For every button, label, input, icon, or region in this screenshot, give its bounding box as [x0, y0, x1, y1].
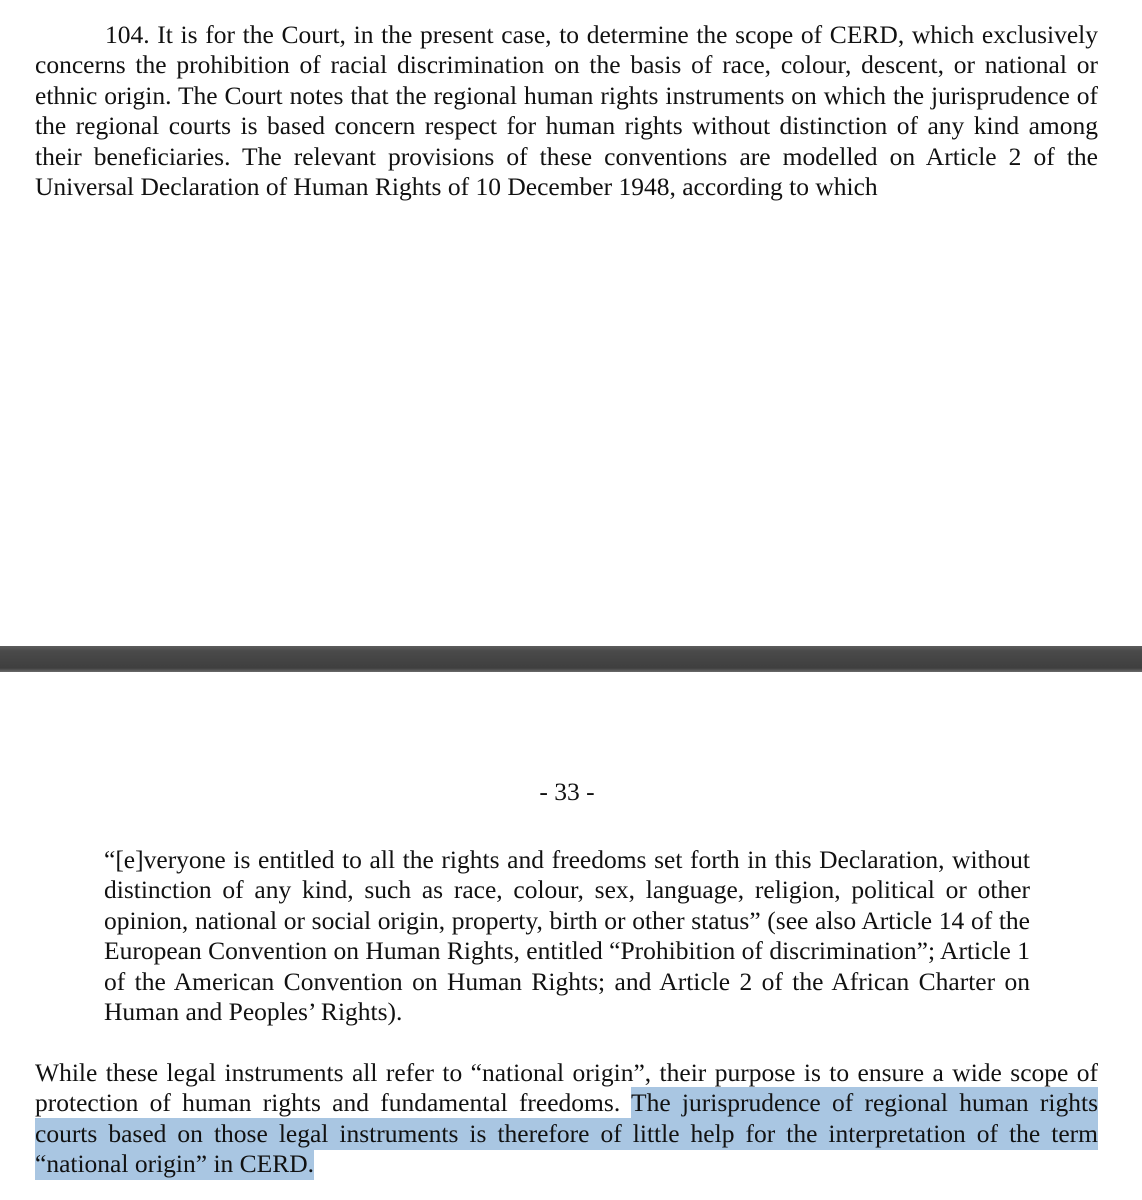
paragraph-104: 104. It is for the Court, in the present case, to determine the scope of CERD, which exclusively concerns the prohibition of racial discrimination on the basis of race, colour, descent, or national or ethnic origin. The Court notes that the regional human rights instruments on which the jurisprudence of the regional courts is based concern respect for human rights without distinction of any kind among their beneficiaries. The relevant provisions of these conventions are modelled on Article 2 of the Universal Declaration of Human Rights of 10 December 1948, according to which: [35, 20, 1098, 202]
following-paragraph: [35, 1058, 1098, 1180]
following-paragraph-text: While these legal instruments all refer to “national origin”, their purpose is to ensure a wide scope of protection of human rights and fundamental freedoms.: [35, 1058, 1098, 1118]
declaration-quotation: “[e]veryone is entitled to all the rights and freedoms set forth in this Declaration, without distinction of any kind, such as race, colour, sex, language, religion, political or other opinion, national or social origin, property, birth or other status” (see also Article 14 of the European Convention on Human Rights, entitled “Prohibition of discrimination”; Article 1 of the American Convention on Human Rights; and Article 2 of the African Charter on Human and Peoples’ Rights).: [104, 845, 1030, 1027]
page-number: - 33 -: [539, 777, 595, 806]
highlighted-selection[interactable]: The jurisprudence of regional human rights courts based on those legal instruments is therefore of little help for the interpretation of the term “national origin” in CERD.: [35, 1088, 1099, 1179]
page-separator: [0, 646, 1142, 672]
